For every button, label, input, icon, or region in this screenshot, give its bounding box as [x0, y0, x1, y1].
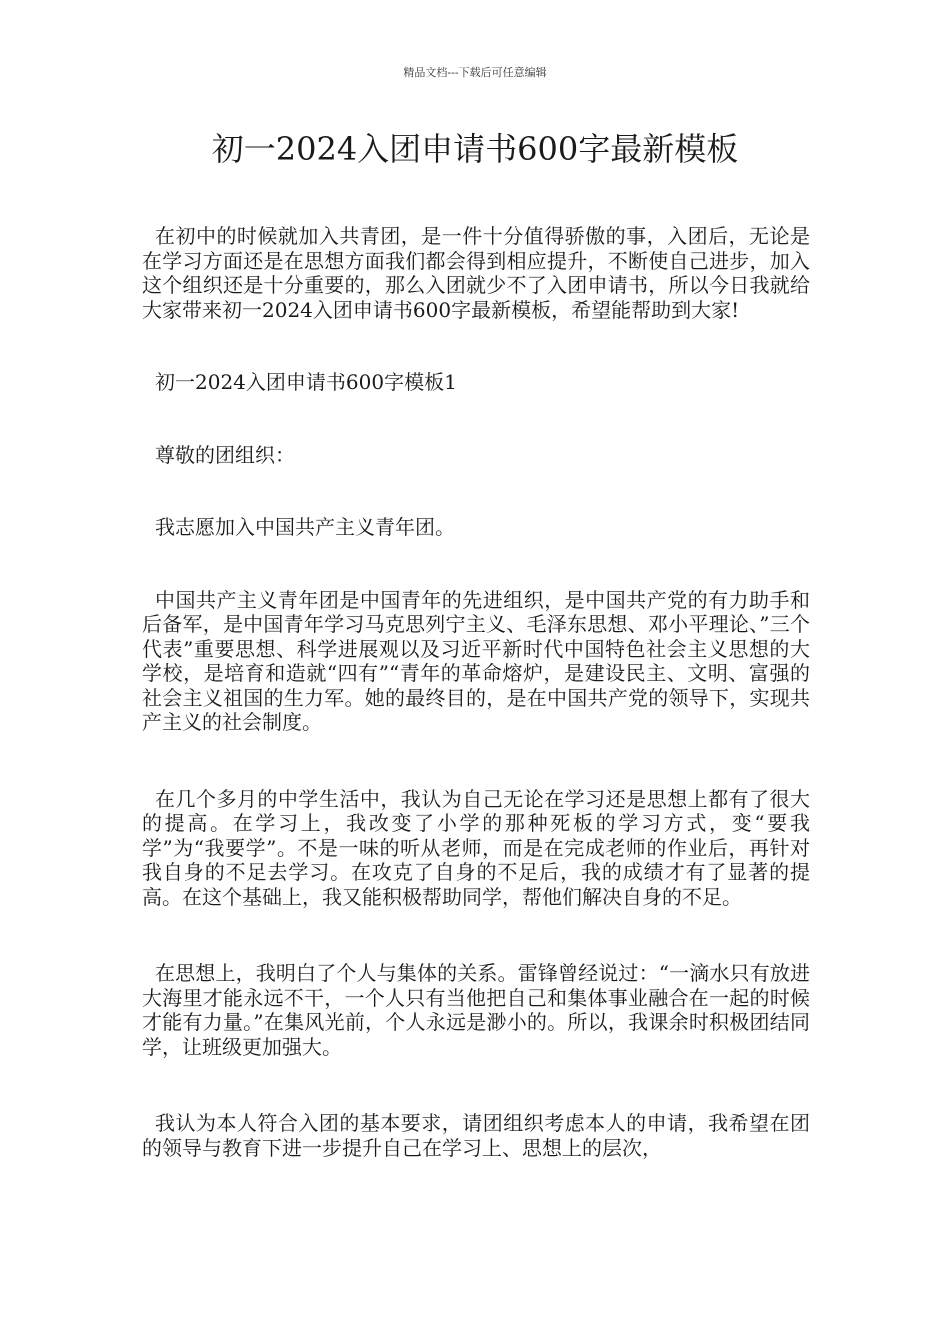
body-paragraph: 我志愿加入中国共产主义青年团。: [155, 515, 455, 539]
document-title: 初一2024入团申请书600字最新模板: [211, 130, 739, 168]
header-note: 精品文档---下载后可任意编辑: [403, 66, 547, 79]
body-paragraph: 我认为本人符合入团的基本要求，请团组织考虑本人的申请，我希望在团的领导与教育下进一步提升自己在学习上、思想上的层次，: [142, 1111, 810, 1160]
body-paragraph: 在思想上，我明白了个人与集体的关系。雷锋曾经说过：“一滴水只有放进大海里才能永远不干，一个人只有当他把自己和集体事业融合在一起的时候才能有力量。”在集风光前，个人永远是渺小的。所以，我课余时积极团结同学，让班级更加强大。: [142, 961, 810, 1059]
body-paragraph: 在几个多月的中学生活中，我认为自己无论在学习还是思想上都有了很大的提高。在学习上，我改变了小学的那种死板的学习方式，变“要我学”为“我要学”。不是一味的听从老师，而是在完成老师的作业后，再针对我自身的不足去学习。在攻克了自身的不足后，我的成绩才有了显著的提高。在这个基础上，我又能积极帮助同学，帮他们解决自身的不足。: [142, 786, 810, 909]
document-body: [142, 224, 810, 1160]
salutation: 尊敬的团组织：: [155, 442, 295, 467]
body-paragraph: 中国共产主义青年团是中国青年的先进组织，是中国共产党的有力助手和后备军，是中国青年学习马克思列宁主义、毛泽东思想、邓小平理论、”三个代表”重要思想、科学进展观以及习近平新时代中国特色社会主义思想的大学校，是培育和造就“四有”“青年的革命熔炉，是建设民主、文明、富强的社会主义祖国的生力军。她的最终目的，是在中国共产党的领导下，实现共产主义的社会制度。: [142, 587, 810, 734]
section-heading: 初一2024入团申请书600字模板1: [155, 370, 457, 394]
intro-paragraph: 在初中的时候就加入共青团，是一件十分值得骄傲的事，入团后，无论是在学习方面还是在思想方面我们都会得到相应提升，不断使自己进步，加入这个组织还是十分重要的，那么入团就少不了入团申请书，所以今日我就给大家带来初一2024入团申请书600字最新模板，希望能帮助到大家!: [142, 224, 810, 322]
